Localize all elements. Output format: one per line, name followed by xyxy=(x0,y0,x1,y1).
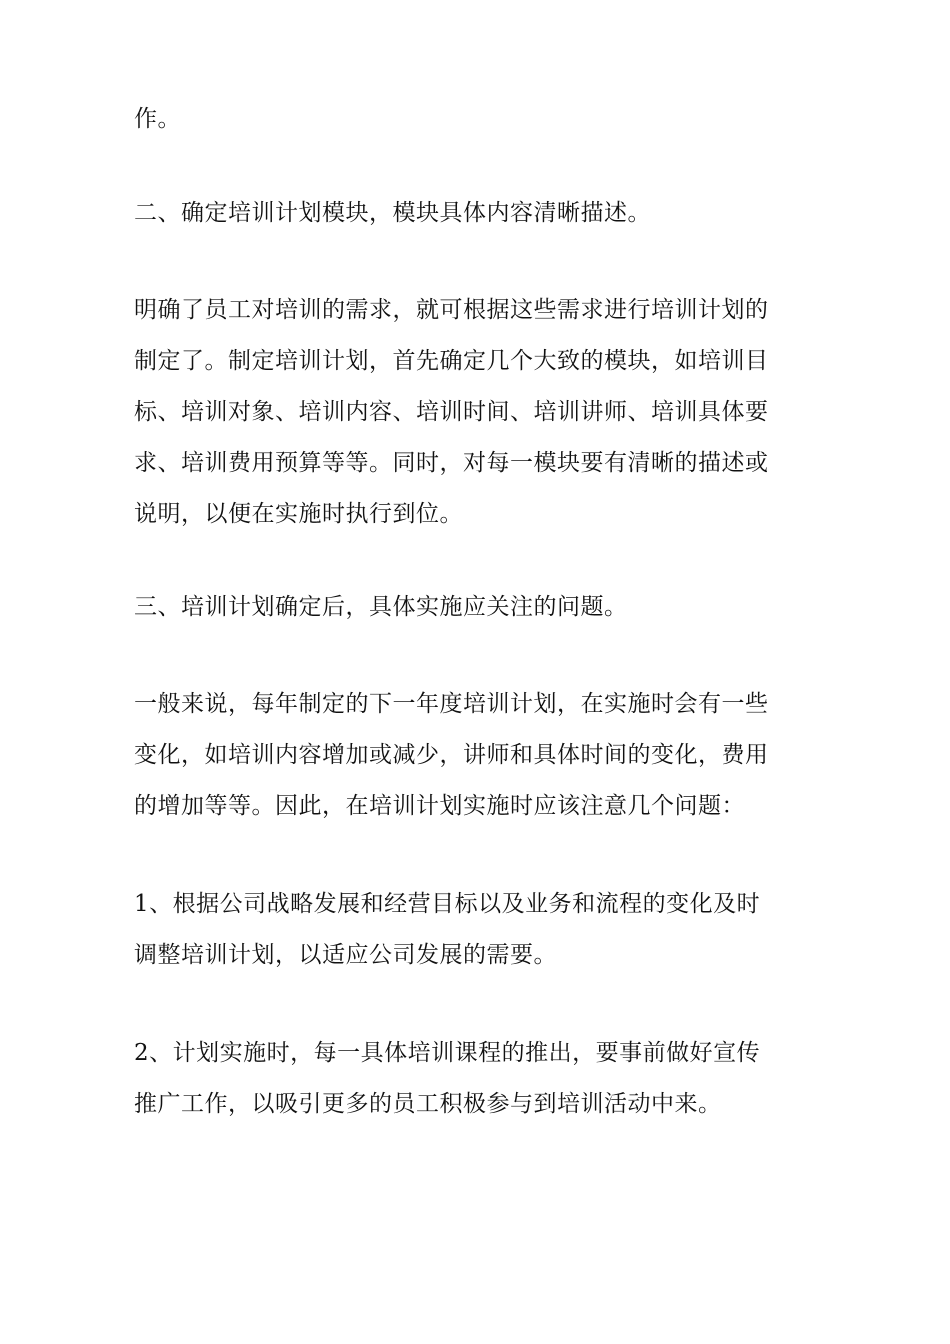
text-line: 明确了员工对培训的需求，就可根据这些需求进行培训计划的 xyxy=(134,297,769,323)
paragraph-implementation xyxy=(134,679,834,832)
paragraph-training-modules xyxy=(134,285,834,540)
section-heading-2 xyxy=(134,188,834,239)
text-line: 标、培训对象、培训内容、培训时间、培训讲师、培训具体要 xyxy=(134,399,769,425)
text-line: 三、培训计划确定后，具体实施应关注的问题。 xyxy=(134,594,628,620)
list-item-1 xyxy=(134,879,834,981)
text-line: 作。 xyxy=(134,106,181,132)
list-item-2 xyxy=(134,1028,834,1130)
text-line: 说明，以便在实施时执行到位。 xyxy=(134,501,463,527)
text-line: 一般来说，每年制定的下一年度培训计划，在实施时会有一些 xyxy=(134,691,769,717)
text-line: 调整培训计划，以适应公司发展的需要。 xyxy=(134,942,557,968)
text-line: 变化，如培训内容增加或减少，讲师和具体时间的变化，费用 xyxy=(134,742,769,768)
text-line: 的增加等等。因此，在培训计划实施时应该注意几个问题： xyxy=(134,793,745,819)
text-line: 推广工作，以吸引更多的员工积极参与到培训活动中来。 xyxy=(134,1091,722,1117)
text-line: 制定了。制定培训计划，首先确定几个大致的模块，如培训目 xyxy=(134,348,769,374)
text-line: 求、培训费用预算等等。同时，对每一模块要有清晰的描述或 xyxy=(134,450,769,476)
text-line: 1、根据公司战略发展和经营目标以及业务和流程的变化及时 xyxy=(134,891,761,917)
text-line: 2、计划实施时，每一具体培训课程的推出，要事前做好宣传 xyxy=(134,1040,761,1066)
paragraph-fragment xyxy=(134,94,834,145)
section-heading-3 xyxy=(134,582,834,633)
text-line: 二、确定培训计划模块，模块具体内容清晰描述。 xyxy=(134,200,651,226)
